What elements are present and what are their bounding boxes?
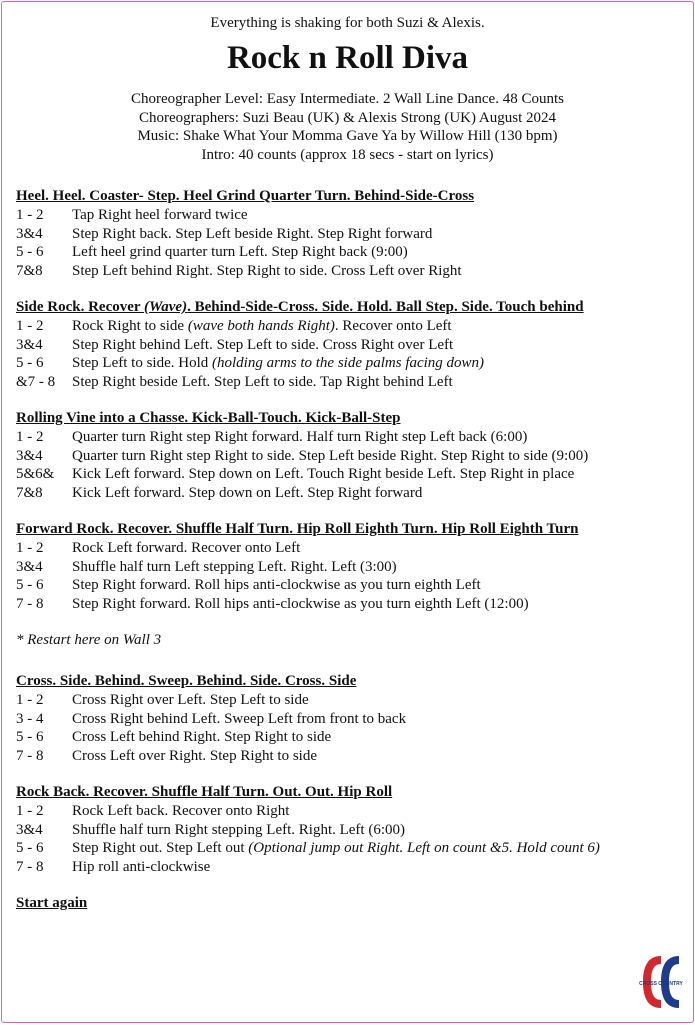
step-content	[16, 187, 683, 913]
step-text-note: (holding arms to the side palms facing down)	[211, 355, 485, 371]
step-row	[16, 428, 683, 447]
info-choreographers: Choreographers: Suzi Beau (UK) & Alexis Strong (UK) August 2024	[138, 109, 557, 126]
step-count: 3 - 4	[16, 710, 44, 727]
info-level: Choreographer Level: Easy Intermediate. 2 Wall Line Dance. 48 Counts	[131, 91, 564, 107]
dance-sheet	[1, 1, 694, 1023]
section-heading: Forward Rock. Recover. Shuffle Half Turn. Hip Roll Eighth Turn. Hip Roll Eighth Turn	[16, 521, 579, 537]
step-text: Shuffle half turn Right stepping Left. Right. Left (6:00)	[72, 821, 406, 838]
section-2	[16, 298, 683, 391]
section-3	[16, 409, 683, 502]
step-text: Shuffle half turn Left stepping Left. Right. Left (3:00)	[72, 558, 397, 575]
heading-part: . Behind-Side-Cross. Side. Hold. Ball Step. Side. Touch behind	[187, 299, 584, 315]
section-6	[16, 783, 683, 876]
info-music: Music: Shake What Your Momma Gave Ya by Willow Hill (130 bpm)	[137, 128, 558, 144]
section-1	[16, 187, 683, 280]
section-heading: Rolling Vine into a Chasse. Kick-Ball-Touch. Kick-Ball-Step	[16, 410, 401, 426]
info-intro: Intro: 40 counts (approx 18 secs - start on lyrics)	[201, 146, 494, 163]
step-count: 5&6&	[16, 466, 55, 482]
step-row	[16, 484, 683, 503]
step-row	[16, 821, 683, 840]
step-row	[16, 539, 683, 558]
section-heading	[16, 298, 683, 317]
step-text: Hip roll anti-clockwise	[72, 858, 211, 875]
step-row	[16, 728, 683, 747]
dance-title: Rock n Roll Diva	[226, 40, 469, 76]
step-text: Rock Left forward. Recover onto Left	[72, 540, 301, 556]
step-count: &7 - 8	[16, 373, 56, 390]
step-row	[16, 225, 683, 244]
step-row	[16, 354, 683, 373]
step-count: 3&4	[16, 558, 43, 575]
step-count: 7 - 8	[16, 858, 44, 875]
step-text-note: (Optional jump out Right. Left on count &5. Hold count 6)	[248, 840, 600, 856]
step-row	[16, 858, 683, 877]
restart-note: * Restart here on Wall 3	[16, 632, 162, 648]
step-count: 5 - 6	[16, 840, 44, 856]
start-again-label: Start again	[16, 895, 88, 911]
step-count: 5 - 6	[16, 244, 44, 260]
header	[2, 2, 693, 164]
step-text: Step Right forward. Roll hips anti-clockwise as you turn eighth Left	[72, 577, 481, 593]
step-text: Step Right beside Left. Step Left to side. Tap Right behind Left	[72, 373, 453, 390]
step-count: 1 - 2	[16, 429, 44, 445]
step-count: 3&4	[16, 447, 43, 464]
section-heading: Cross. Side. Behind. Sweep. Behind. Side. Cross. Side	[16, 673, 357, 689]
step-count: 1 - 2	[16, 318, 44, 334]
step-row	[16, 447, 683, 466]
step-text: Tap Right heel forward twice	[72, 207, 248, 223]
step-count: 7 - 8	[16, 747, 44, 764]
logo-text: CROSS COUNTRY	[639, 981, 683, 987]
step-text: Cross Left over Right. Step Right to side	[72, 747, 317, 764]
step-count: 1 - 2	[16, 207, 44, 223]
step-row	[16, 243, 683, 262]
step-text-note: (wave both hands Right)	[187, 318, 335, 334]
step-text-post: . Recover onto Left	[334, 318, 452, 334]
section-heading: Heel. Heel. Coaster- Step. Heel Grind Quarter Turn. Behind-Side-Cross	[16, 188, 475, 204]
section-5	[16, 672, 683, 765]
step-text-main: Step Right out. Step Left out	[72, 840, 249, 856]
step-text	[72, 354, 484, 373]
step-row	[16, 576, 683, 595]
step-count: 7&8	[16, 262, 43, 279]
step-text	[72, 839, 600, 858]
section-4	[16, 520, 683, 613]
heading-emphasis: (Wave)	[144, 299, 188, 315]
step-count: 3&4	[16, 821, 43, 838]
section-heading: Rock Back. Recover. Shuffle Half Turn. Out. Out. Hip Roll	[16, 784, 393, 800]
step-text: Step Right forward. Roll hips anti-clockwise as you turn eighth Left (12:00)	[72, 595, 529, 612]
step-row	[16, 839, 683, 858]
step-row	[16, 747, 683, 766]
step-row	[16, 710, 683, 729]
step-text: Quarter turn Right step Right to side. Step Left beside Right. Step Right to side (9:00)	[72, 447, 589, 464]
step-text: Cross Left behind Right. Step Right to side	[72, 729, 332, 745]
step-count: 1 - 2	[16, 803, 44, 819]
step-row	[16, 595, 683, 614]
step-row	[16, 691, 683, 710]
step-count: 5 - 6	[16, 729, 44, 745]
step-row	[16, 262, 683, 281]
step-count: 1 - 2	[16, 692, 44, 708]
step-text: Step Right back. Step Left beside Right. Step Right forward	[72, 225, 433, 242]
step-row	[16, 802, 683, 821]
step-row	[16, 465, 683, 484]
step-row	[16, 317, 683, 336]
step-text: Kick Left forward. Step down on Left. Step Right forward	[72, 484, 423, 501]
step-count: 7 - 8	[16, 595, 44, 612]
step-count: 1 - 2	[16, 540, 44, 556]
step-text: Step Right behind Left. Step Left to side. Cross Right over Left	[72, 336, 454, 353]
step-count: 5 - 6	[16, 577, 44, 593]
step-text: Step Left behind Right. Step Right to side. Cross Left over Right	[72, 262, 462, 279]
step-text: Cross Right behind Left. Sweep Left from front to back	[72, 710, 407, 727]
step-text-main: Step Left to side. Hold	[72, 355, 212, 371]
step-text: Quarter turn Right step Right forward. Half turn Right step Left back (6:00)	[72, 429, 528, 445]
step-row	[16, 336, 683, 355]
cross-country-logo-icon	[637, 950, 685, 1014]
step-row	[16, 558, 683, 577]
step-row	[16, 373, 683, 392]
step-count: 3&4	[16, 225, 43, 242]
step-count: 7&8	[16, 484, 43, 501]
step-text: Kick Left forward. Step down on Left. Touch Right beside Left. Step Right in place	[72, 466, 575, 482]
step-text: Left heel grind quarter turn Left. Step Right back (9:00)	[72, 244, 408, 260]
step-count: 5 - 6	[16, 355, 44, 371]
tagline: Everything is shaking for both Suzi & Alexis.	[210, 15, 485, 31]
step-row	[16, 206, 683, 225]
step-count: 3&4	[16, 336, 43, 353]
step-text: Rock Left back. Recover onto Right	[72, 803, 290, 819]
step-text	[72, 317, 452, 336]
heading-part: Side Rock. Recover	[16, 299, 145, 315]
step-text: Cross Right over Left. Step Left to side	[72, 692, 309, 708]
dance-info	[2, 90, 693, 164]
step-text-main: Rock Right to side	[72, 318, 188, 334]
